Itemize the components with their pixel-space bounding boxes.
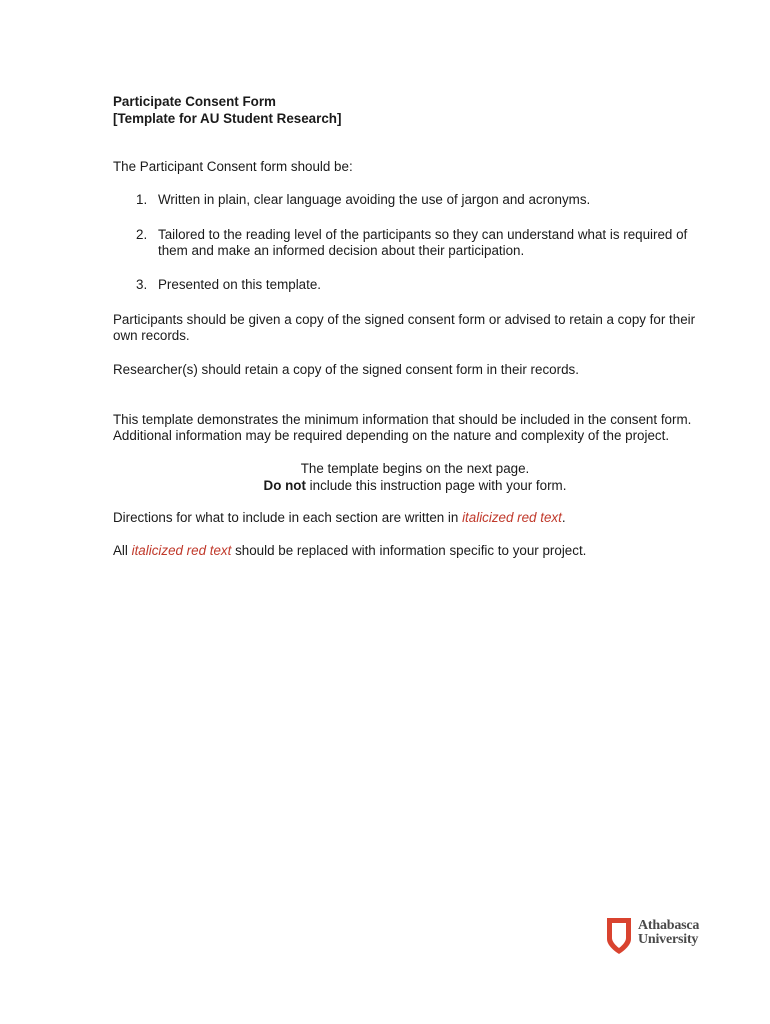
logo-line-2: University bbox=[638, 932, 699, 947]
researcher-paragraph: Researcher(s) should retain a copy of the signed consent form in their records. bbox=[113, 362, 579, 377]
logo-wordmark bbox=[638, 919, 699, 947]
shield-icon bbox=[606, 917, 632, 955]
directions-suffix: . bbox=[561, 510, 566, 525]
list-text: Tailored to the reading level of the participants so they can understand what is required of bbox=[158, 227, 688, 242]
list-text: Written in plain, clear language avoiding the use of jargon and acronyms. bbox=[158, 192, 591, 207]
copy-paragraph-line: own records. bbox=[113, 328, 190, 343]
minimum-paragraph-line: Additional information may be required depending on the nature and complexity of the project. bbox=[113, 428, 670, 443]
copy-paragraph-line: Participants should be given a copy of the signed consent form or advised to retain a copy for their bbox=[113, 312, 696, 327]
template-begins-note: The template begins on the next page. bbox=[300, 461, 530, 476]
replace-prefix: All bbox=[113, 543, 132, 558]
list-number: 2. bbox=[136, 227, 148, 242]
form-subtitle: [Template for AU Student Research] bbox=[113, 111, 342, 126]
logo-line-1: Athabasca bbox=[638, 918, 700, 933]
intro-text: The Participant Consent form should be: bbox=[113, 159, 353, 174]
list-text: Presented on this template. bbox=[158, 277, 322, 292]
directions-paragraph bbox=[113, 510, 566, 526]
replace-suffix: should be replaced with information specific to your project. bbox=[231, 543, 587, 558]
do-not-include-note bbox=[113, 477, 717, 494]
red-text-sample: italicized red text bbox=[131, 543, 232, 558]
minimum-paragraph-line: This template demonstrates the minimum information that should be included in the consent form. bbox=[113, 412, 692, 427]
do-not-rest: include this instruction page with your form. bbox=[305, 478, 567, 493]
form-title: Participate Consent Form bbox=[113, 94, 276, 109]
red-text-sample: italicized red text bbox=[462, 510, 562, 525]
list-number: 3. bbox=[136, 277, 148, 292]
list-number: 1. bbox=[136, 192, 148, 207]
directions-prefix: Directions for what to include in each section are written in bbox=[113, 510, 463, 525]
replace-paragraph bbox=[113, 543, 586, 559]
list-text: them and make an informed decision about their participation. bbox=[158, 243, 525, 258]
athabasca-logo bbox=[606, 917, 716, 957]
do-not-emphasis: Do not bbox=[263, 478, 306, 493]
